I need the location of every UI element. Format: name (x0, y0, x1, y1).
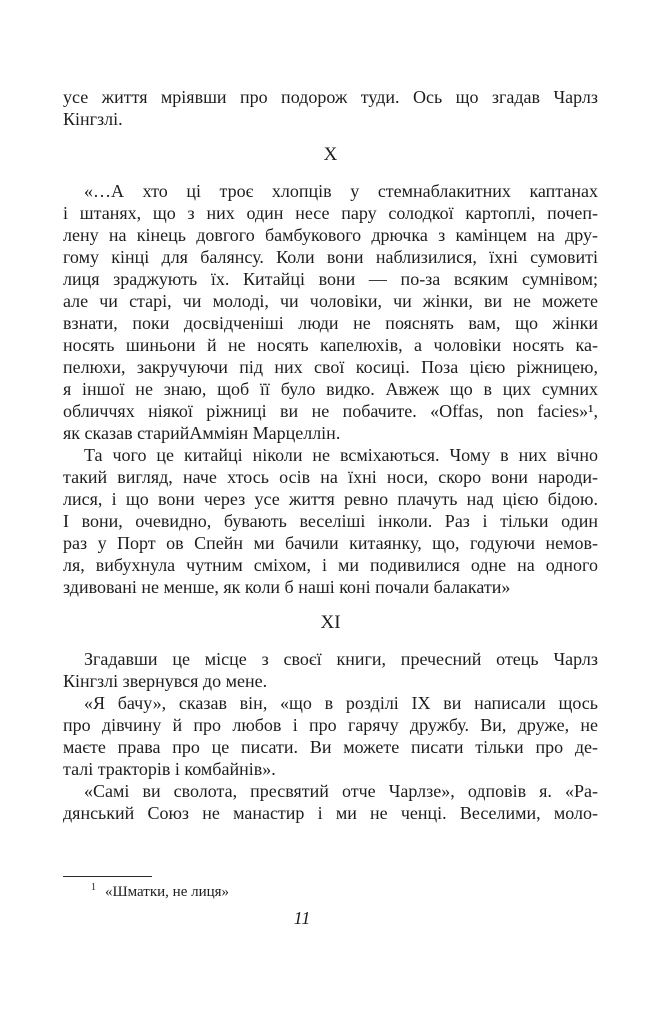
text-line: талі тракторів і комбайнів». (63, 759, 276, 779)
footnote-rule (63, 876, 152, 877)
footnote-marker: 1 (91, 882, 96, 893)
text-line: гому кінці для балянсу. Коли вони наблизилися, їхні сумовиті (63, 247, 598, 267)
text-line: «Самі ви сволота, пресвятий отче Чарлзе», одповів я. «Ра- (84, 781, 598, 801)
text-line: носять шиньони й не носять капелюхів, а чоловіки носять ка- (63, 335, 598, 355)
text-line: про дівчину й про любов і про гарячу дружбу. Ви, друже, не (63, 715, 598, 735)
text-line: обличчях ніякої ріжниці ви не побачите. «Offas, non facies»¹, (63, 401, 598, 421)
text-line: «Я бачу», сказав він, «що в розділі IX ви написали щось (84, 693, 598, 713)
page-number: 11 (293, 908, 311, 928)
text-line: я іншої не знаю, щоб її було видко. Авжеж що в цих сумних (63, 379, 598, 399)
chapter-heading: X (323, 144, 338, 165)
text-line: Кінгзлі звернувся до мене. (63, 671, 268, 691)
chapter-heading: XI (320, 612, 341, 633)
text-line: Кінгзлі. (63, 109, 123, 129)
text-line: пелюхи, закручуючи під них свої косиці. Поза цією ріжницею, (63, 357, 598, 377)
text-line: ля, вибухнула чутним сміхом, і ми подивилися одне на одного (63, 555, 598, 575)
text-line: але чи старі, чи молоді, чи чоловіки, чи жінки, ви не можете (63, 291, 598, 311)
text-line: і штанях, що з них один несе пару солодкої картоплі, почеп- (63, 203, 598, 223)
text-block (63, 86, 598, 824)
text-line: «…А хто ці троє хлопців у стемнаблакитних каптанах (84, 181, 598, 201)
text-line: Та чого це китайці ніколи не всміхаються. Чому в них вічно (84, 445, 598, 465)
text-line: лиця зраджують їх. Китайці вони — по-за всяким сумнівом; (63, 269, 598, 289)
footnote (63, 876, 598, 902)
text-line: взнати, поки досвідченіші люди не пояснять вам, що жінки (63, 313, 598, 333)
footnote-text (63, 883, 598, 902)
text-line: як сказав старийАмміян Марцеллін. (63, 423, 341, 443)
text-line: І вони, очевидно, бувають веселіші інколи. Раз і тільки один (63, 511, 598, 531)
text-line: усе життя мріявши про подорож туди. Ось що згадав Чарлз (63, 87, 598, 107)
text-line: Згадавши це місце з своєї книги, пречесний отець Чарлз (84, 649, 598, 669)
text-line: маєте права про це писати. Ви можете писати тільки про де- (63, 737, 598, 757)
text-line: такий вигляд, наче хтось осів на їхні носи, скоро вони народи- (63, 467, 598, 487)
footnote-label: «Шматки, не лиця» (105, 884, 230, 900)
text-line: лену на кінець довгого бамбукового дрючка з камінцем на дру- (63, 225, 598, 245)
text-line: дянський Союз не манастир і ми не ченці. Веселими, моло- (63, 803, 598, 823)
text-line: лися, і що вони через усе життя ревно плачуть над цією бідою. (63, 489, 598, 509)
text-line: здивовані не менше, як коли б наші коні почали балакати» (63, 577, 511, 597)
text-line: раз у Порт ов Спейн ми бачили китаянку, що, годуючи немов- (63, 533, 598, 553)
